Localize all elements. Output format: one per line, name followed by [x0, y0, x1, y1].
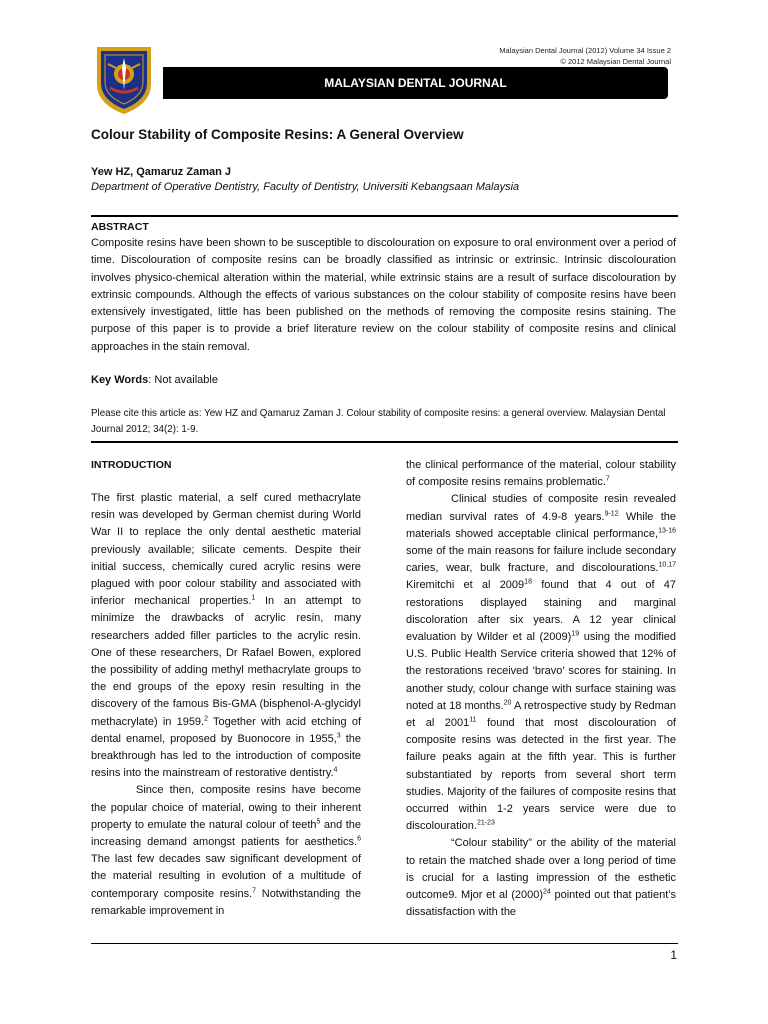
paragraph: the clinical performance of the material, colour stability of composite resins remains problematic.$^7$ [406, 459, 676, 489]
divider [91, 215, 678, 217]
abstract-text: Composite resins have been shown to be susceptible to discolouration on exposure to oral environment over a period of time. Discolouration of composite resins can be broadly classified as intrinsic or extrinsic. Intrinsic discolouration involves physico-chemical alteration within the material, while extrinsic stains are a result of surface discolouration by extrinsic compounds. Although the effects of various substances on the colour stability of composite resins have been extensively investigated, little has been published on the methods of removing the composite resins staining. The purpose of this paper is to provide a brief literature review on the colour stability of composite resins and clinical approaches in the stain removal. [91, 237, 676, 353]
body-column-left [91, 490, 361, 920]
article-affiliation: Department of Operative Dentistry, Faculty of Dentistry, Universiti Kebangsaan Malaysia [91, 181, 520, 193]
paragraph: The first plastic material, a self cured methacrylate resin was developed by German chemist during World War II to replace the only dental aesthetic material previously available; silicate cements. Despite their initial success, chemically cured acrylic resins were plagued with poor colour stability and associated with inferior mechanical properties.$^1$ In an attempt to minimize the drawbacks of acrylic resin, many researchers added filler particles to the acrylic resin. One of these researchers, Dr Rafael Bowen, explored the possibility of adding methyl methacrylate groups to the end groups of the epoxy resin resulting in the discovery of the famous Bis-GMA (bisphenol-A-glycidyl methacrylate) in 1959.$^2$ Together with acid etching of dental enamel, proposed by Buonocore in 1955,$^3$ the breakthrough has led to the introduction of composite resins into the mainstream of restorative dentistry.$^4$ [91, 492, 361, 780]
journal-banner: MALAYSIAN DENTAL JOURNAL [163, 67, 668, 99]
divider [91, 441, 678, 443]
keywords-label: Key Words [91, 374, 149, 386]
body-column-right [406, 457, 676, 921]
article-authors: Yew HZ, Qamaruz Zaman J [91, 166, 231, 178]
keywords-value: : Not available [148, 374, 218, 386]
copyright: © 2012 Malaysian Dental Journal [560, 57, 671, 66]
paragraph: Since then, composite resins have become the popular choice of material, owing to their inherent property to emulate the natural colour of teeth$^5$ and the increasing demand amongst patients for aesthetics.$^6$ The last few decades saw significant development of the material resulting in evolution of a multitude of contemporary composite resins.$^7$ Notwithstanding the remarkable improvement in [91, 784, 361, 917]
citation-note: Please cite this article as: Yew HZ and Qamaruz Zaman J. Colour stability of composite resins: a general overview. Malaysian Dental Journal 2012; 34(2): 1-9. [91, 408, 666, 435]
journal-volume: Malaysian Dental Journal (2012) Volume 34 Issue 2 [499, 46, 671, 55]
introduction-heading: INTRODUCTION [91, 459, 172, 471]
paragraph: Clinical studies of composite resin revealed median survival rates of 4.9-8 years.$^{9-12}$ While the materials showed acceptable clinical performance,$^{13-16}$ some of the main reasons for failure include secondary caries, wear, bulk fracture, and discolourations.$^{10,17}$ Kiremitchi et al 2009$^{18}$ found that 4 out of 47 restorations displayed staining and marginal discoloration after six years. A 12 year clinical evaluation by Wilder et al $(2009)^{19}$ using the modified U.S. Public Health Service criteria showed that 12% of the restorations received ‘bravo’ scores for staining. In another study, colour change with surface staining was noted at 18 months.$^{20}$ A retrospective study by Redman et al 2001$^{11}$ found that most discolouration of composite resins was detected in the first year. The failure peaks again at the fifth year. This is further substantiated by reports from several short term studies. Majority of the failures of composite resins that occurred within 1-2 years service were due to discolouration.$^{21-23}$ [406, 493, 677, 833]
page-number: 1 [670, 948, 677, 962]
paragraph: “Colour stability” or the ability of the material to retain the matched shade over a long period of time is crucial for a lasting impression of the esthetic outcome9. Mjor et al $(2000)^{24}$ pointed out that patient’s dissatisfaction with the [406, 837, 676, 919]
keywords [91, 374, 218, 386]
journal-crest-icon [94, 44, 154, 116]
abstract-heading: ABSTRACT [91, 221, 149, 233]
article-title: Colour Stability of Composite Resins: A General Overview [91, 127, 464, 142]
footer-divider [91, 943, 678, 944]
journal-meta [499, 45, 671, 67]
